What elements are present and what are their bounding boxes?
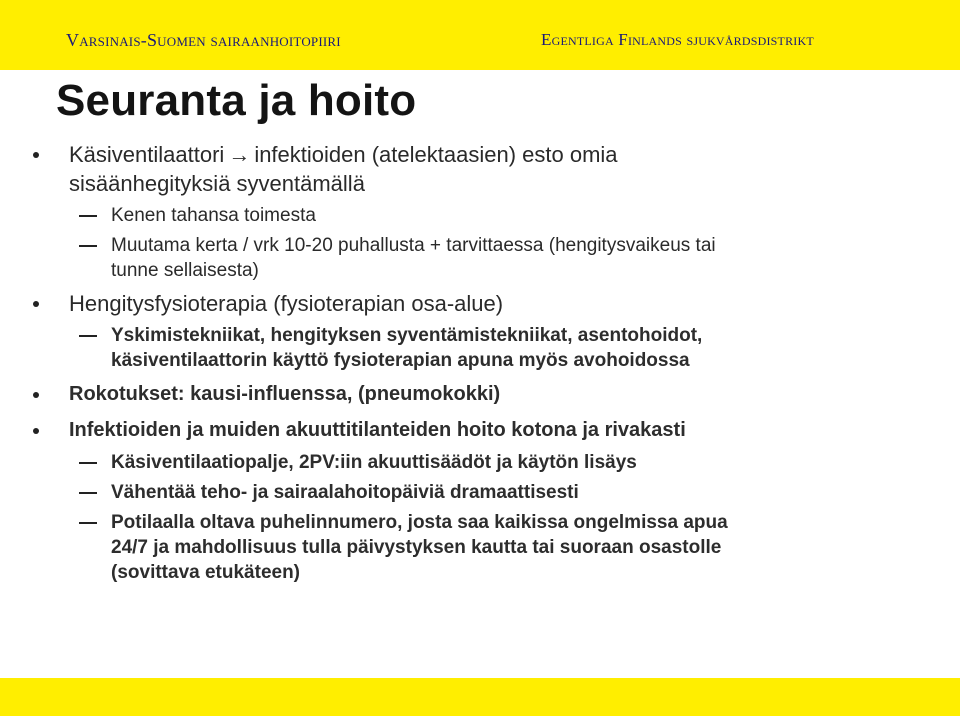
sub-item-text: Käsiventilaatiopalje, 2PV:iin akuuttisäädöt ja käytön lisäys [111,452,637,473]
right-arrow-icon: → [228,142,251,167]
bullet-text: Hengitysfysioterapia (fysioterapian osa-alue) [69,291,504,316]
dash-icon [79,492,97,494]
bullet-item [0,380,960,409]
bullet-text-end: infektioiden (atelektaasien) esto omia [254,142,618,167]
bullet-text-line2: sisäänhegityksiä syventämällä [69,171,365,196]
sub-item [0,480,960,505]
sub-item-text: Yskimistekniikat, hengityksen syventämistekniikat, asentohoidot, [111,325,703,346]
bullet-item [0,416,960,445]
slide-title: Seuranta ja hoito [56,76,417,125]
bullet-text: Rokotukset: kausi-influenssa, (pneumokokki) [69,383,501,405]
sub-item [0,510,960,585]
sub-item-text: Kenen tahansa toimesta [111,205,316,226]
dash-icon [79,215,97,217]
sub-item [0,450,960,475]
dash-icon [79,245,97,247]
sub-item-text: Potilaalla oltava puhelinnumero, josta saa kaikissa ongelmissa apua [111,512,728,533]
dash-icon [79,462,97,464]
bullet-text: Infektioiden ja muiden akuuttitilanteiden hoito kotona ja rivakasti [69,419,686,441]
sub-item-text-line2: 24/7 ja mahdollisuus tulla päivystyksen kautta tai suoraan osastolle [111,537,722,558]
sub-item [0,233,960,283]
bullet-text-start: Käsiventilaattori [69,142,225,167]
top-header-band [0,0,960,70]
bullet-dot-icon [33,428,39,434]
sub-item-text-line2: käsiventilaattorin käyttö fysioterapian apuna myös avohoidossa [111,350,690,371]
header-left-org: Varsinais-Suomen sairaanhoitopiiri [66,30,341,50]
sub-item-text-line3: (sovittava etukäteen) [111,562,301,583]
bullet-dot-icon [33,301,39,307]
sub-item-text-line2: tunne sellaisesta) [111,260,259,281]
bullet-item [0,289,960,318]
sub-item-text: Vähentää teho- ja sairaalahoitopäiviä dramaattisesti [111,482,579,503]
sub-item [0,323,960,373]
dash-icon [79,522,97,524]
slide-content [0,140,960,585]
bullet-dot-icon [33,392,39,398]
sub-item-text: Muutama kerta / vrk 10-20 puhallusta + tarvittaessa (hengitysvaikeus tai [111,235,716,256]
bullet-item [0,140,960,198]
bullet-dot-icon [33,152,39,158]
header-right-org: Egentliga Finlands sjukvårdsdistrikt [541,30,814,49]
sub-item [0,203,960,228]
dash-icon [79,335,97,337]
bottom-footer-band [0,678,960,716]
